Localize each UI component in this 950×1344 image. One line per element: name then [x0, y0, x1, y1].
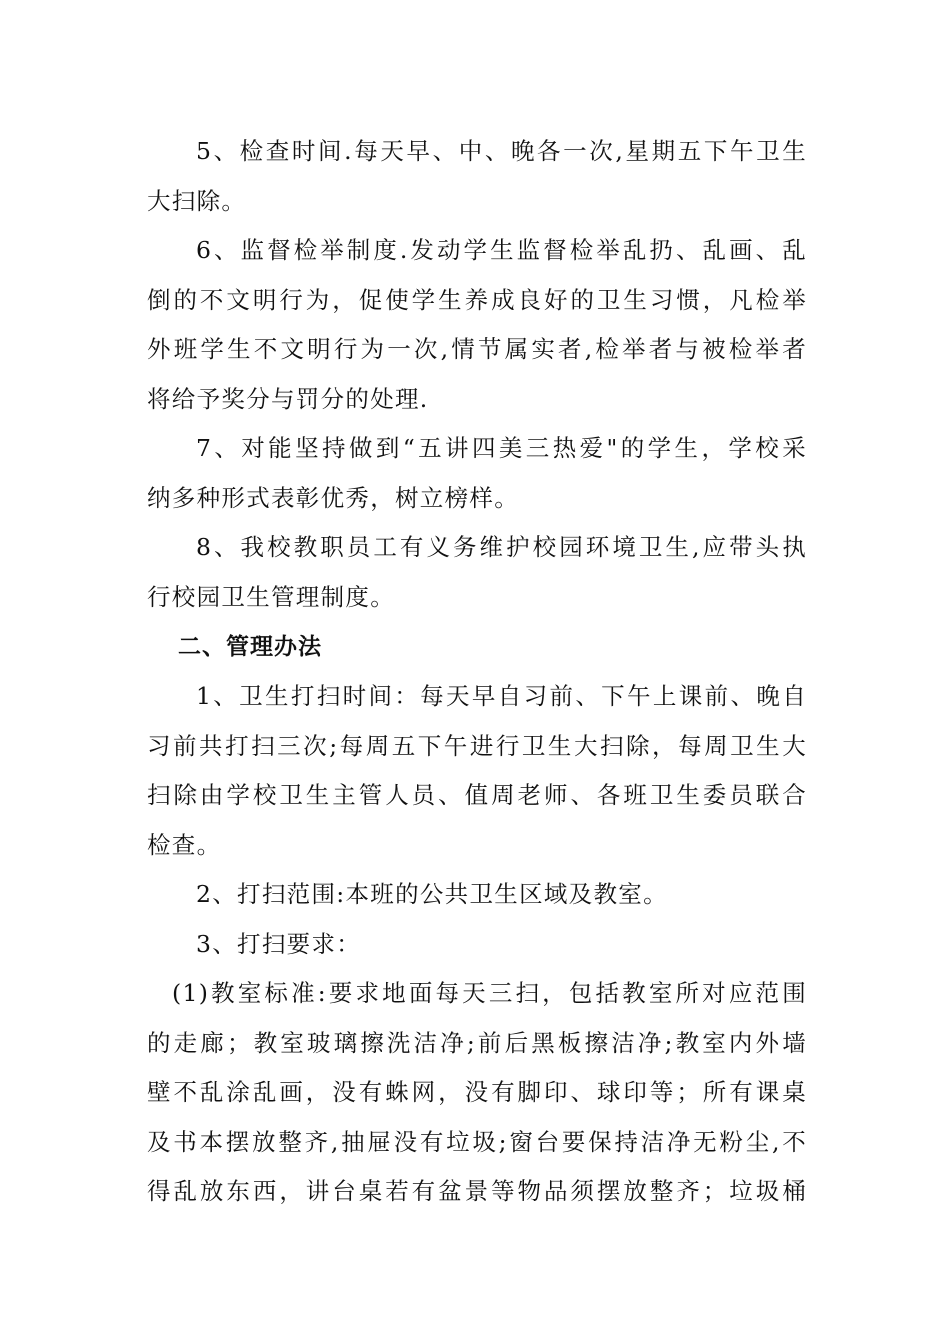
paragraph-7-line-2: 纳多种形式表彰优秀，树立榜样。 — [147, 484, 519, 512]
paragraph-6-line-3: 外班学生不文明行为一次,情节属实者,检举者与被检举者 — [147, 335, 807, 363]
section-heading: 二、管理办法 — [178, 634, 322, 660]
method-1-line-1: 1、卫生打扫时间：每天早自习前、下午上课前、晚自 — [196, 682, 807, 710]
method-3a-line-3: 壁不乱涂乱画，没有蛛网，没有脚印、球印等；所有课桌 — [147, 1078, 807, 1106]
paragraph-8-line-1: 8、我校教职员工有义务维护校园环境卫生,应带头执 — [196, 533, 807, 561]
method-1-line-3: 扫除由学校卫生主管人员、值周老师、各班卫生委员联合 — [147, 781, 807, 809]
paragraph-7-line-1: 7、对能坚持做到“五讲四美三热爱"的学生，学校采 — [196, 434, 807, 462]
method-3a-line-2: 的走廊；教室玻璃擦洗洁净;前后黑板擦洁净;教室内外墙 — [147, 1029, 807, 1057]
paragraph-5-line-2: 大扫除。 — [147, 187, 247, 215]
method-3a-line-4: 及书本摆放整齐,抽屉没有垃圾;窗台要保持洁净无粉尘,不 — [147, 1128, 807, 1156]
paragraph-5-line-1: 5、检查时间.每天早、中、晚各一次,星期五下午卫生 — [196, 137, 807, 165]
paragraph-6-line-1: 6、监督检举制度.发动学生监督检举乱扔、乱画、乱 — [196, 236, 807, 264]
paragraph-6-line-2: 倒的不文明行为，促使学生养成良好的卫生习惯，凡检举 — [147, 286, 807, 314]
method-3a-line-5: 得乱放东西，讲台桌若有盆景等物品须摆放整齐；垃圾桶 — [147, 1177, 807, 1205]
method-1-line-2: 习前共打扫三次;每周五下午进行卫生大扫除，每周卫生大 — [147, 732, 807, 760]
method-1-line-4: 检查。 — [147, 831, 222, 859]
method-2-line-1: 2、打扫范围:本班的公共卫生区域及教室。 — [196, 880, 668, 908]
paragraph-8-line-2: 行校园卫生管理制度。 — [147, 583, 395, 611]
paragraph-6-line-4: 将给予奖分与罚分的处理. — [147, 385, 429, 413]
method-3a-line-1: (1)教室标准:要求地面每天三扫，包括教室所对应范围 — [172, 979, 807, 1007]
method-3-line-1: 3、打扫要求： — [196, 930, 362, 958]
